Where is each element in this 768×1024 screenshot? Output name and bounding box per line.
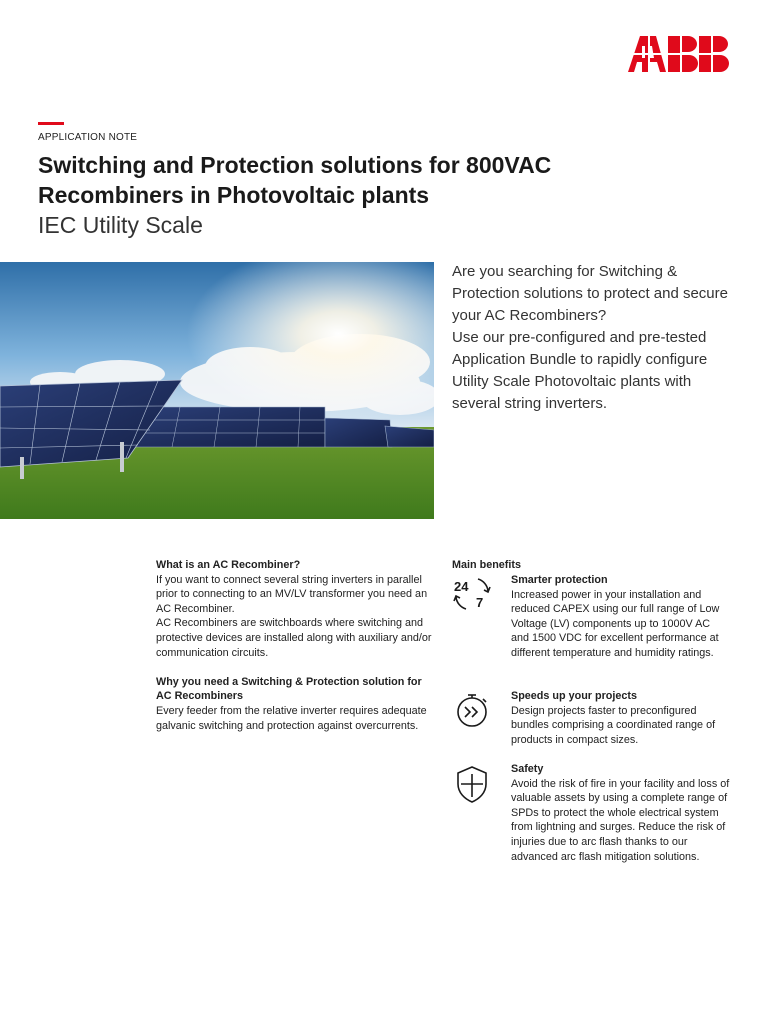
benefit-title: Speeds up your projects — [511, 690, 637, 702]
section-heading-what-is: What is an AC Recombiner? — [156, 559, 301, 571]
24-7-icon — [452, 574, 492, 614]
benefit-body: Design projects faster to preconfigured bundles comprising a coordinated range of products in compact sizes. — [511, 704, 716, 746]
paragraph-why-need: Every feeder from the relative inverter requires adequate galvanic switching and protection against overcurrents. — [156, 704, 427, 732]
paragraph-what-is-2: AC Recombiners are switchboards where switching and protective devices are installed along with auxiliary and/or communication circuits. — [156, 617, 432, 659]
abb-logo — [628, 34, 730, 74]
shield-cross-icon — [452, 764, 492, 804]
title-line-1: Switching and Protection solutions for 800VAC — [38, 152, 552, 178]
benefit-item-speeds-up — [511, 689, 731, 747]
benefit-title: Smarter protection — [511, 574, 608, 586]
stopwatch-fast-forward-icon — [452, 690, 492, 730]
recombiner-info-column — [156, 558, 436, 733]
page-subtitle: IEC Utility Scale — [38, 212, 203, 238]
page-title — [38, 150, 678, 210]
benefit-body: Increased power in your installation and reduced CAPEX using our full range of Low Voltage (LV) components up to 1000V AC and 1500 VDC for excellent performance at different temperature and humidity ratings. — [511, 588, 720, 659]
solar-field-photo — [0, 262, 434, 519]
benefit-title: Safety — [511, 763, 544, 775]
intro-paragraph-1: Are you searching for Switching & Protection solutions to protect and secure your AC Recombiners? — [452, 263, 728, 324]
intro-paragraph-2: Use our pre-configured and pre-tested Application Bundle to rapidly configure Utility Scale Photovoltaic plants with several string inverters. — [452, 329, 708, 412]
benefit-item-smarter-protection — [511, 573, 731, 661]
benefit-item-safety — [511, 762, 731, 864]
intro-text — [452, 261, 742, 415]
icon-24-text: 24 — [454, 579, 469, 594]
document-type-label: APPLICATION NOTE — [38, 132, 138, 143]
paragraph-what-is-1: If you want to connect several string inverters in parallel prior to connecting to an MV/LV transformer you need an AC Recombiner. — [156, 573, 428, 615]
icon-7-text: 7 — [476, 595, 484, 610]
title-line-2: Recombiners in Photovoltaic plants — [38, 182, 430, 208]
accent-bar — [38, 122, 64, 125]
section-heading-why-need: Why you need a Switching & Protection solution for AC Recombiners — [156, 675, 422, 703]
benefits-heading: Main benefits — [452, 559, 521, 571]
benefit-body: Avoid the risk of fire in your facility and loss of valuable assets by using a complete range of SPDs to protect the whole electrical system from lightning and surges. Reduce the risk of injuries due to arc flash thanks to our advanced arc flash mitigation solutions. — [511, 777, 730, 863]
